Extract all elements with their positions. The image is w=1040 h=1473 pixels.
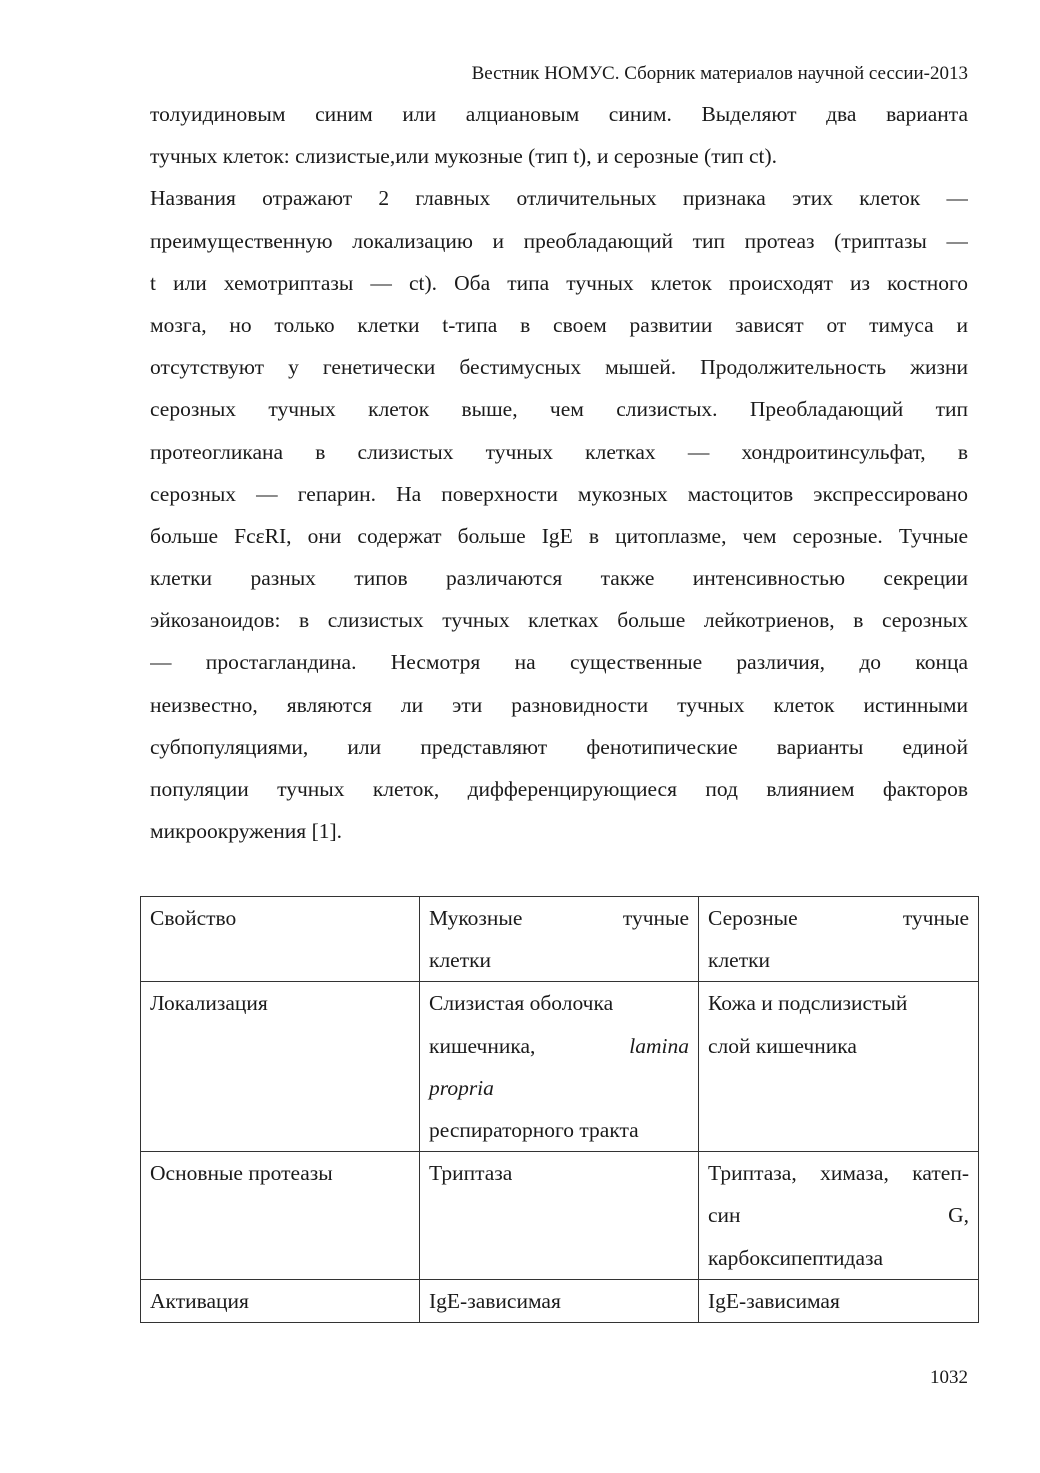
header-cell-mucosal [420, 897, 699, 982]
header-cell-serous [699, 897, 979, 982]
cell-line: Триптаза, химаза, катеп- [708, 1161, 969, 1186]
text-line: протеогликана в слизистых тучных клетках — хондроитинсульфат, в [150, 439, 968, 464]
cell-line-italic: propria [429, 1075, 494, 1100]
table-row [141, 1279, 979, 1322]
text-line: неизвестно, являются ли эти разновидности тучных клеток истинными [150, 692, 968, 717]
row-label: Основные протеазы [141, 1152, 420, 1280]
text-line: отсутствуют у генетически бестимусных мышей. Продолжительность жизни [150, 355, 968, 380]
mucosal-cell: Триптаза [420, 1152, 699, 1280]
cell-word: кишечника, [429, 1033, 536, 1058]
text-line: Названия отражают 2 главных отличительных признака этих клеток — [150, 186, 968, 211]
cell-line: клетки [708, 948, 771, 973]
mast-cell-comparison-table [140, 896, 979, 1323]
cell-line: Кожа и подслизистый [708, 991, 908, 1016]
text-line: эйкозаноидов: в слизистых тучных клетках больше лейкотриенов, в серозных [150, 608, 968, 633]
text-line: преимущественную локализацию и преобладающий тип протеаз (триптазы — [150, 228, 968, 253]
table-header-row [141, 897, 979, 982]
text-line: толуидиновым синим или алциановым синим. Выделяют два варианта [150, 102, 968, 126]
cell-line [429, 1025, 689, 1067]
text-line: субпопуляциями, или представляют фенотипические варианты единой [150, 734, 968, 759]
row-label: Локализация [141, 982, 420, 1152]
header-cell-property: Свойство [141, 897, 420, 982]
text-line: серозных тучных клеток выше, чем слизистых. Преобладающий тип [150, 397, 968, 422]
cell-line: слой кишечника [708, 1033, 857, 1058]
cell-word-italic: lamina [629, 1033, 689, 1058]
table-row [141, 1152, 979, 1280]
cell-line: карбоксипептидаза [708, 1245, 884, 1270]
text-line: t или хемотриптазы — ct). Оба типа тучных клеток происходят из костного [150, 270, 968, 295]
text-line: микроокружения [1]. [150, 819, 343, 844]
cell-line: Слизистая оболочка [429, 991, 614, 1016]
cell-line: респираторного тракта [429, 1118, 639, 1143]
running-header: Вестник НОМУС. Сборник материалов научной сессии-2013 [471, 63, 968, 84]
text-line: клетки разных типов различаются также интенсивностью секреции [150, 566, 968, 591]
serous-cell [699, 1152, 979, 1280]
row-label: Активация [141, 1279, 420, 1322]
page-number: 1032 [930, 1367, 968, 1388]
mucosal-cell: IgE-зависимая [420, 1279, 699, 1322]
cell-line: клетки [429, 948, 492, 973]
mucosal-cell [420, 982, 699, 1152]
text-line: больше FcεRI, они содержат больше IgE в цитоплазме, чем серозные. Тучные [150, 523, 968, 548]
serous-cell: IgE-зависимая [699, 1279, 979, 1322]
text-line: мозга, но только клетки t-типа в своем развитии зависят от тимуса и [150, 312, 968, 337]
serous-cell [699, 982, 979, 1152]
text-line: популяции тучных клеток, дифференцирующиеся под влиянием факторов [150, 777, 968, 801]
table-row [141, 982, 979, 1152]
cell-line: Серозные тучные [708, 906, 969, 930]
text-line: — простагландина. Несмотря на существенные различия, до конца [150, 650, 968, 675]
cell-line: Мукозные тучные [429, 906, 689, 930]
text-line: тучных клеток: слизистые,или мукозные (тип t), и серозные (тип ct). [150, 144, 778, 169]
text-line: серозных — гепарин. На поверхности мукозных мастоцитов экспрессировано [150, 481, 968, 506]
body-paragraphs [150, 93, 968, 852]
cell-line: син G, [708, 1203, 969, 1228]
